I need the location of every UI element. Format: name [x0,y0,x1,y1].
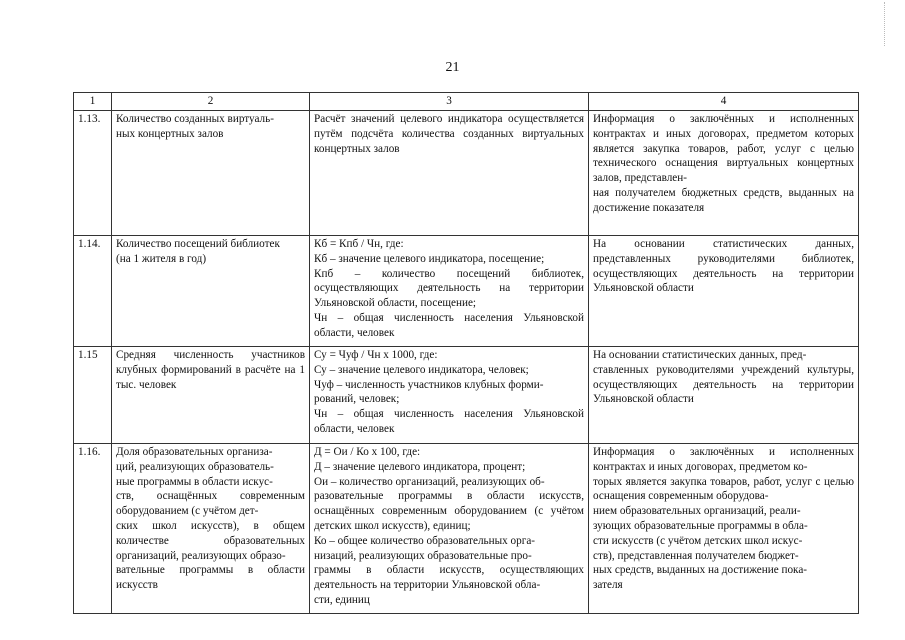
indicator-text: Доля образовательных организа- [116,446,273,458]
source-text: На основании статистических данных, пред- [593,349,807,361]
indicator-text: Средняя численность участников клубных формирований в расчёте на 1 тыс. человек [116,349,305,391]
indicator-text: ских школ искусств), в общем количестве образовательных организаций, реализующих образо- [116,519,305,562]
indicator-text: ные программы в области искус- [116,475,273,488]
table-row [74,111,859,236]
method-text: Чуф – численность участников клубных форми- [314,378,544,391]
method-text: сти, единиц [314,593,370,606]
source-text: ств), представленная получателем бюджет- [593,549,799,562]
column-header-1: 1 [74,93,112,111]
column-header-3: 3 [310,93,589,111]
method-text: Д – значение целевого индикатора, процент; [314,460,526,473]
table-row [74,444,859,614]
table-header-row [74,93,859,111]
source-text: торых является закупка товаров, работ, услуг с целью оснащения современным оборудова- [593,475,854,503]
indicator-text: Количество созданных виртуаль- [116,113,274,125]
indicators-table [73,92,859,614]
source-text: нием образовательных организаций, реали- [593,505,801,518]
method-cell [310,347,589,444]
formula: Кб = Кпб / Чн, где: [314,238,404,250]
page-number: 21 [445,60,460,75]
formula: Су = Чуф / Чн х 1000, где: [314,349,438,361]
indicator-text: Количество посещений библиотек [116,238,280,250]
indicator-text: вательные программы в области искусств [116,564,305,592]
method-text: Су – значение целевого индикатора, человек; [314,363,529,376]
source-text: Информация о заключённых и исполненных контрактах и иных договорах, предметом которых является закупка товаров, работ, услуг с целью технического оснащения виртуальных концертных залов, представлен- [593,113,854,185]
source-text: ных средств, выданных на достижение пока- [593,564,808,577]
method-text: разовательные программы в области искусств, оснащённых современным оборудованием (с учётом детских школ искусств), единиц; [314,490,584,532]
source-text: зующих образовательные программы в обла- [593,519,808,532]
column-header-4: 4 [589,93,859,111]
source-cell [589,444,859,614]
indicator-text: ств, оснащённых современным оборудованием (с учётом дет- [116,490,305,518]
row-number: 1.15 [74,347,112,444]
method-cell [310,236,589,347]
method-text: Расчёт значений целевого индикатора осуществляется путём подсчёта количества созданных виртуальных концертных залов [314,113,584,155]
indicator-cell [112,347,310,444]
method-text: Кб – значение целевого индикатора, посещение; [314,252,545,265]
column-header-2: 2 [112,93,310,111]
indicator-cell [112,444,310,614]
formula: Д = Ои / Ко х 100, где: [314,446,421,458]
method-text: граммы в области искусств, осуществляющих деятельность на территории Ульяновской обла- [314,564,584,592]
indicator-text: (на 1 жителя в год) [116,252,207,265]
indicator-cell [112,111,310,236]
indicator-cell [112,236,310,347]
method-text: Ко – общее количество образовательных орга- [314,534,536,547]
method-text: рований, человек; [314,393,400,406]
method-text: Чн – общая численность населения Ульяновской области, человек [314,311,584,339]
row-number: 1.14. [74,236,112,347]
source-text: На основании статистических данных, представленных руководителями библиотек, осуществляющих деятельность на территории Ульяновской области [593,238,854,295]
source-text: ная получателем бюджетных средств, выданных на достижение показателя [593,186,854,214]
table-row [74,347,859,444]
source-cell [589,347,859,444]
row-number: 1.16. [74,444,112,614]
method-text: Чн – общая численность населения Ульяновской области, человек [314,408,584,435]
source-cell [589,111,859,236]
method-text: Кпб – количество посещений библиотек, осуществляющих деятельность на территории Ульяновской области, посещение; [314,267,584,310]
method-text: Ои – количество организаций, реализующих об- [314,475,545,488]
method-cell [310,444,589,614]
indicator-text: ных концертных залов [116,127,224,140]
method-cell [310,111,589,236]
source-text: сти искусств (с учётом детских школ искус- [593,534,803,547]
row-number: 1.13. [74,111,112,236]
scan-edge-mark [884,2,899,46]
indicator-text: ций, реализующих образователь- [116,460,274,473]
source-text: Информация о заключённых и исполненных контрактах и иных договорах, предметом ко- [593,446,854,473]
source-text: ставленных руководителями учреждений культуры, осуществляющих деятельность на территории Ульяновской области [593,363,854,406]
source-cell [589,236,859,347]
source-text: зателя [593,579,623,592]
table-row [74,236,859,347]
method-text: низаций, реализующих образовательные про- [314,549,532,562]
